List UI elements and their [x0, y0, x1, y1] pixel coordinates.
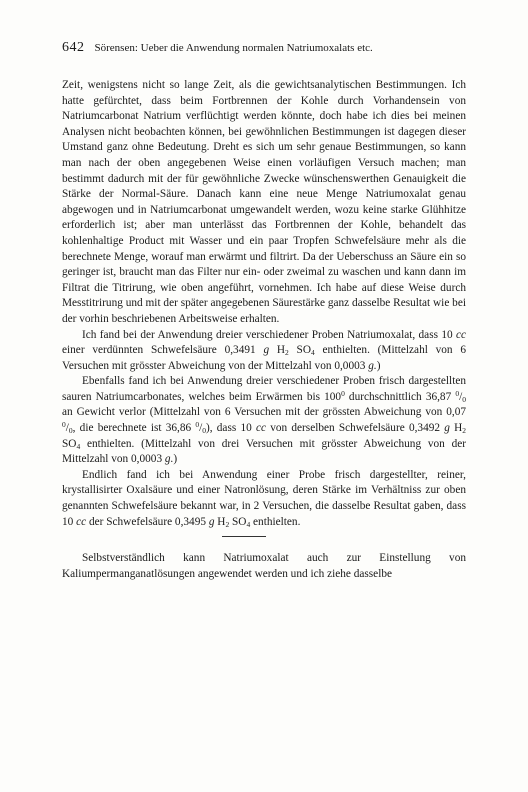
paragraph [62, 468, 466, 530]
text-run: Endlich fand ich bei Anwendung einer Probe frisch dargestellter, reiner, krystallisirter Oxalsäure und einer Natronlösung, deren Stärke im Verhältniss zur oben genannten Schwefelsäure bekannt war, in 2 Versuchen, die dasselbe Resultat gaben, dass 10 [62, 468, 466, 528]
text-run: Ebenfalls fand ich bei Anwendung dreier verschiedener Proben frisch dargestellten sauren Natriumcarbonates, welches beim Erwärmen bis 100 [62, 375, 466, 403]
text-run: von derselben Schwefelsäure 0,3492 [266, 422, 445, 435]
text-run: enthielten. (Mittelzahl von drei Versuchen mit grösster Abweichung von der Mittelzahl von 0,0003 [62, 437, 466, 466]
text-run: an Gewicht verlor (Mittelzahl von 6 Versuchen mit der grössten Abweichung von 0,07 [62, 406, 466, 419]
subscript: 0 [462, 394, 466, 404]
italic-unit: cc [455, 328, 466, 341]
section-divider [222, 536, 266, 537]
running-title: Sörensen: Ueber die Anwendung normalen Natriumoxalats etc. [94, 42, 373, 54]
italic-unit: g [263, 344, 270, 357]
page-number: 642 [62, 40, 85, 55]
page-header [62, 40, 466, 60]
subscript: 4 [76, 441, 81, 451]
text-run: enthielten. (Mittelzahl von 6 Versuchen mit grösster Abweichung von der Mittelzahl von 0,0003 [62, 344, 466, 372]
text-run: , die berechnete ist 36,86 [72, 422, 196, 435]
text-run: ), dass 10 [205, 422, 256, 435]
subscript: 2 [462, 426, 467, 436]
italic-unit: g [208, 515, 215, 528]
subscript: 2 [285, 348, 289, 358]
italic-unit: cc [255, 422, 266, 435]
text-run: einer verdünnten Schwefelsäure 0,3491 [62, 344, 264, 357]
text-run: enthielten. [250, 515, 301, 528]
book-page [62, 40, 466, 582]
superscript: 0 [195, 420, 200, 430]
italic-unit: g. [164, 453, 174, 466]
subscript: 0 [202, 426, 206, 436]
subscript: 2 [225, 519, 230, 529]
body-text [62, 78, 466, 582]
subscript: 4 [311, 348, 315, 358]
paragraph [62, 374, 466, 468]
text-run: SO [62, 437, 77, 450]
subscript: 0 [68, 426, 73, 436]
text-run: der Schwefelsäure 0,3495 [86, 515, 209, 528]
text-run: durchschnittlich 36,87 [344, 390, 456, 403]
italic-unit: g [444, 422, 450, 435]
text-run: H [269, 344, 286, 357]
text-run: SO [288, 344, 311, 357]
text-run: / [459, 390, 463, 403]
text-run: ) [173, 453, 178, 466]
text-run: H [214, 515, 226, 528]
paragraph [62, 328, 466, 375]
text-run: Selbstverständlich kann Natriumoxalat auch zur Einstellung von Kaliumpermanganatlösungen angewendet werden und ich ziehe dasselbe [62, 552, 466, 580]
text-run: H [449, 422, 463, 435]
text-run: / [199, 422, 203, 435]
text-run: Zeit, wenigstens nicht so lange Zeit, als die gewichtsanalytischen Bestimmungen. Ich hatte gefürchtet, dass beim Fortbrennen der Kohle durch Vorhandensein von Natriumcarbonat Natrium verflüchtigt werden könnte, doch habe ich dies bei meinen Analysen nicht beobachten können, bei gewöhnlichen Bestimmungen ist dagegen dieser Umstand ganz ohne Bedeutung. Dreht es sich um sehr genaue Bestimmungen, so kann man nach der oben angegebenen Weise einen vorläufigen Versuch machen; man bestimmt dadurch mit der für gewöhnliche Zwecke wünschenswerthen Genauigkeit die Stärke der Normal-Säure. Danach kann eine neue Menge Natriumoxalat genau abgewogen und in Natriumcarbonat umgewandelt werden, wozu keine starke Glühhitze erforderlich ist; aber man unterlässt das Fortbrennen der Kohle, behandelt das kohlenhaltige Product mit Wasser und ein paar Tropfen Schwefelsäure mehr als die berechnete Menge, worauf man erwärmt und filtrirt. Da der Ueberschuss an Säure ein so geringer ist, braucht man das Filter nur ein- oder zweimal zu waschen und kann dann im Filtrat die Titrirung, wie oben angeführt, vornehmen. Ich habe auf diese Weise durch Messtitrirung und mit der später angegebenen Säurestärke ganz dasselbe Resultat wie bei der vorhin beschriebenen Arbeitsweise erhalten. [62, 79, 466, 325]
text-run: ) [376, 359, 381, 372]
paragraph [62, 551, 466, 582]
superscript: 0 [455, 388, 460, 398]
paragraph [62, 78, 466, 328]
superscript: 0 [62, 420, 66, 430]
text-run: Ich fand bei der Anwendung dreier verschiedener Proben Natriumoxalat, dass 10 [82, 328, 456, 341]
text-run: SO [229, 515, 247, 528]
subscript: 4 [246, 519, 251, 529]
superscript: 0 [341, 388, 345, 398]
italic-unit: g. [368, 359, 377, 372]
text-run: / [65, 422, 69, 435]
italic-unit: cc [76, 515, 87, 528]
